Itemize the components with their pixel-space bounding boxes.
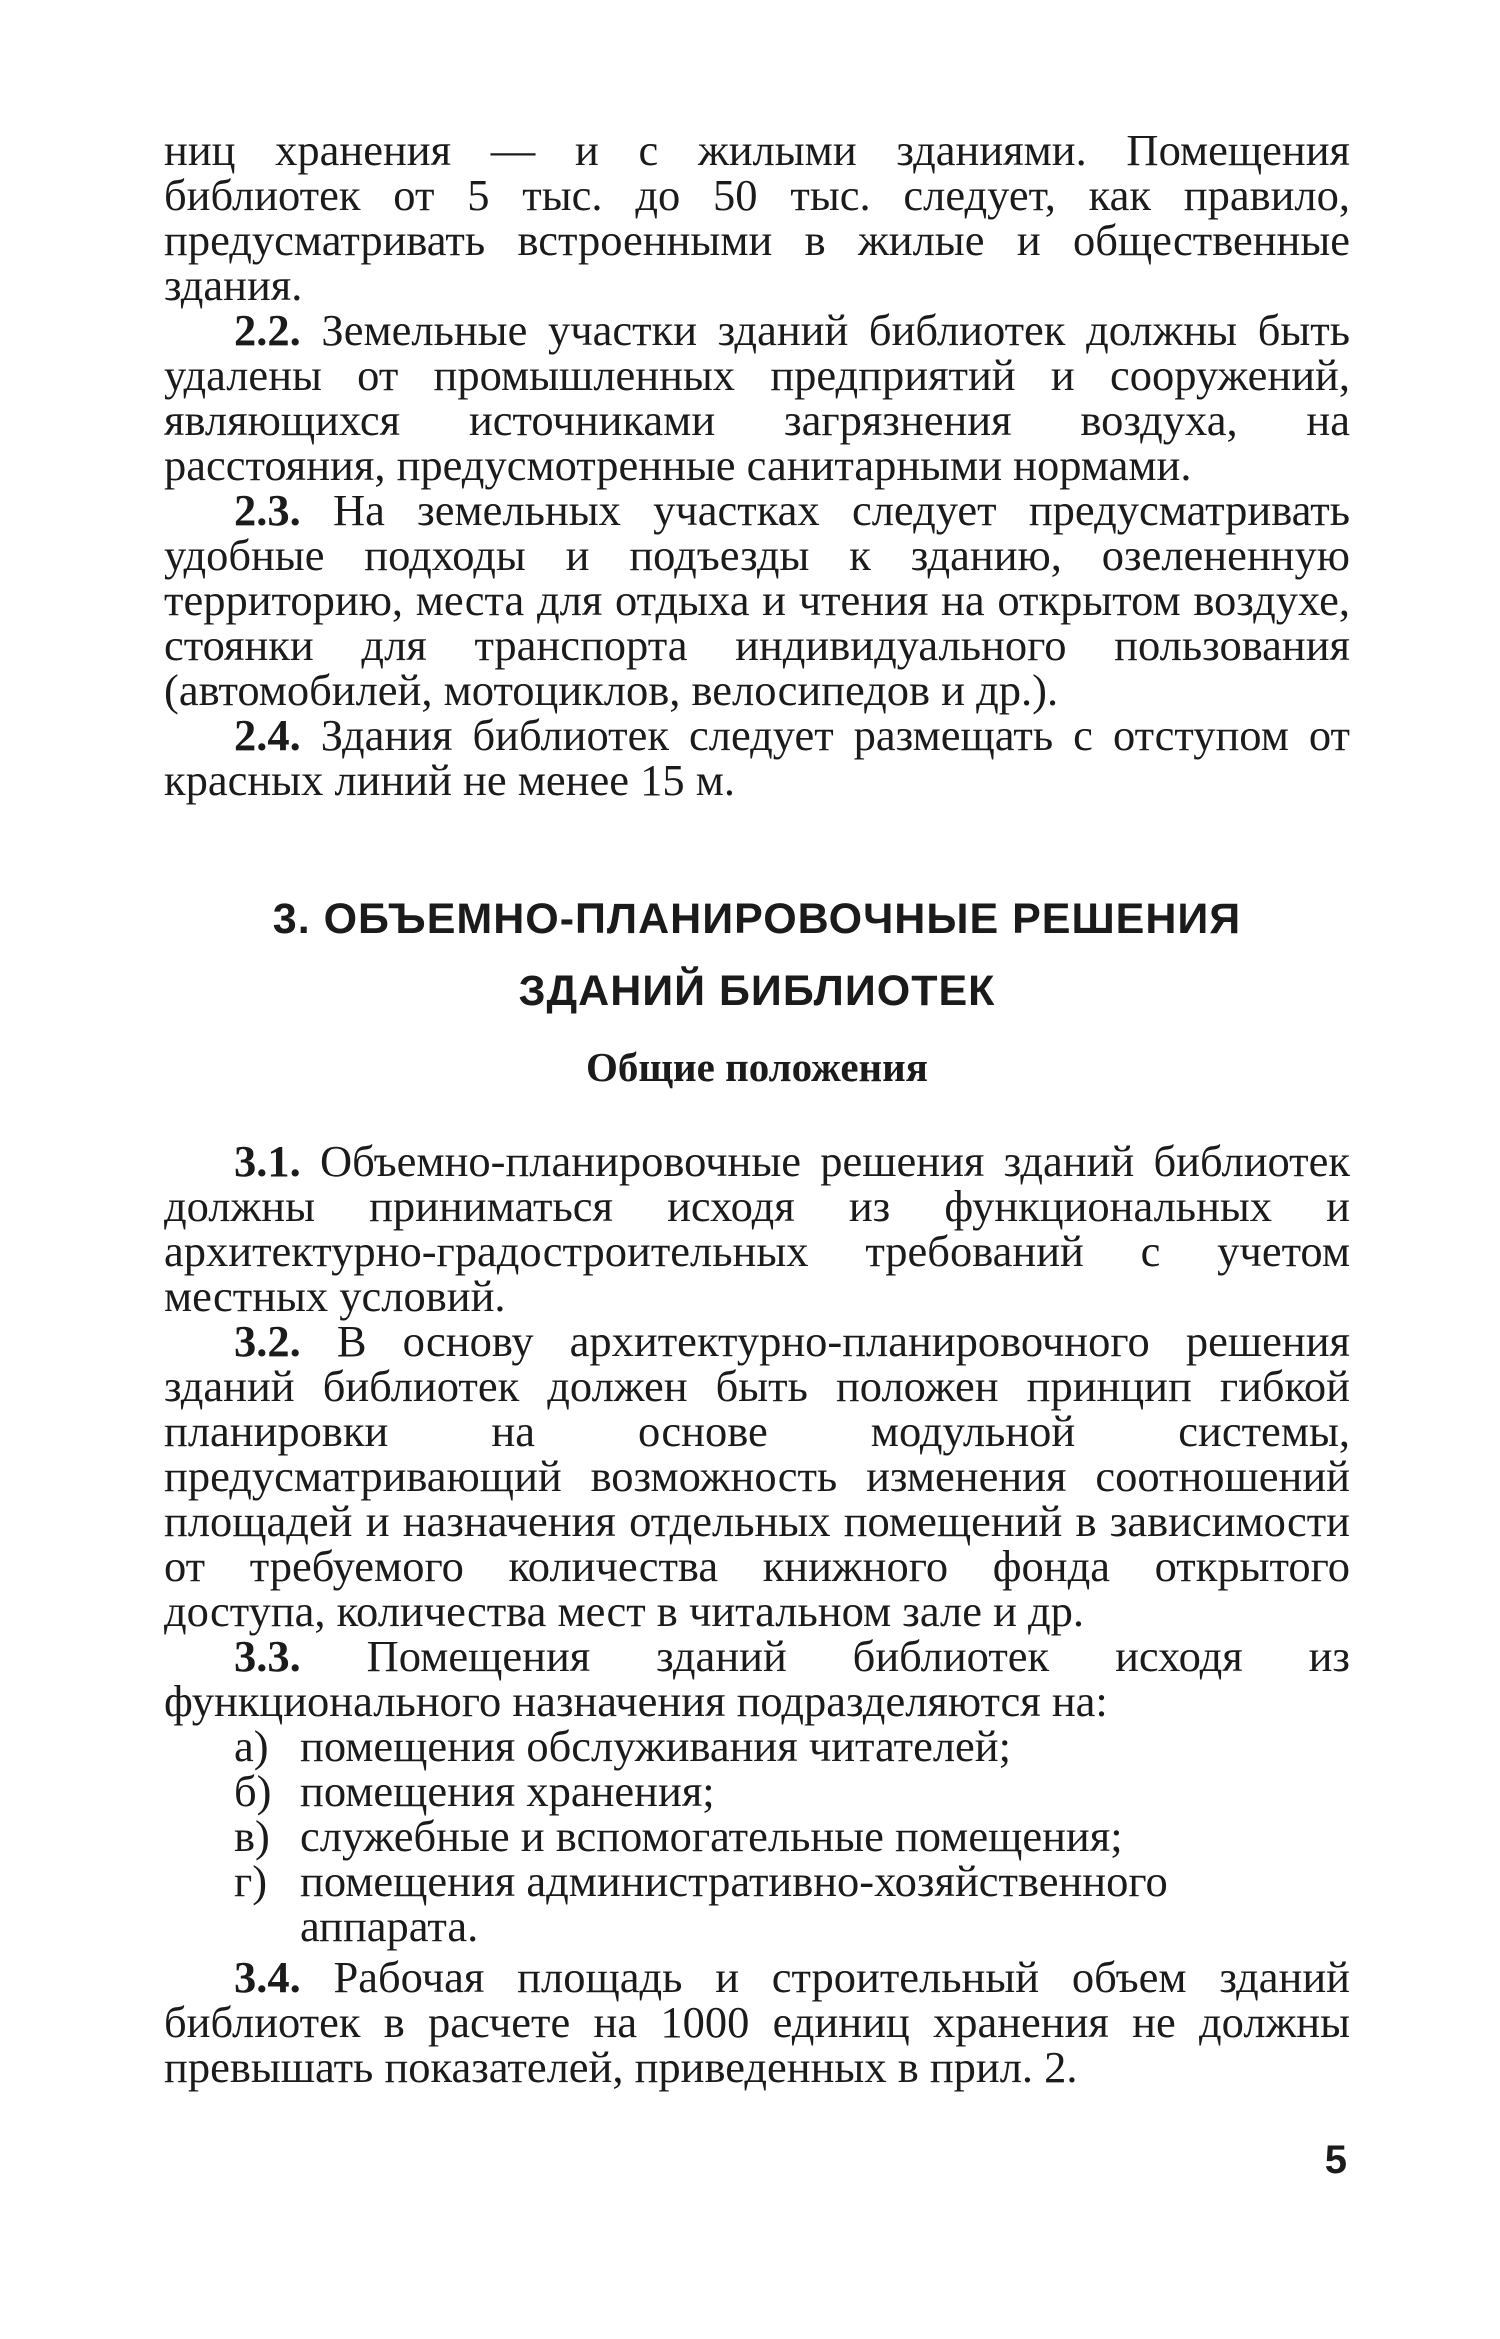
page-number: 5 <box>1324 2138 1347 2182</box>
list-marker: в) <box>234 1811 270 1861</box>
clause-number: 2.4. <box>234 710 301 760</box>
paragraph-3-4 <box>164 1952 1350 2092</box>
paragraph-3-1 <box>164 1136 1350 1321</box>
paragraph-2-2 <box>164 305 1350 490</box>
subsection-title: Общие положения <box>586 1044 928 1090</box>
clause-number: 3.2. <box>234 1316 301 1366</box>
list-text: помещения обслуживания читателей; <box>300 1721 1011 1771</box>
clause-text: В основу архитектурно-планировочного решения зданий библиотек должен быть положен принцип гибкой планировки на основе модульной системы, предусматривающий возможность изменения соотношений площадей и назначения отдельных помещений в зависимости от требуемого количества книжного фонда открытого доступа, количества мест в читальном зале и др. <box>164 1316 1350 1636</box>
paragraph-2-3 <box>164 485 1350 715</box>
list-text: помещения хранения; <box>300 1766 715 1816</box>
clause-number: 3.4. <box>234 1952 301 2002</box>
paragraph-2-4 <box>164 710 1350 805</box>
clause-text: Помещения зданий библиотек исходя из функционального назначения подразделяются на: <box>164 1631 1350 1726</box>
list-marker: а) <box>234 1721 269 1771</box>
clause-number: 2.3. <box>234 485 301 535</box>
list-marker: г) <box>234 1856 268 1906</box>
section-title-line-2: ЗДАНИЙ БИБЛИОТЕК <box>518 967 996 1015</box>
clause-text: Рабочая площадь и строительный объем зданий библиотек в расчете на 1000 единиц хранения не должны превышать показателей, приведенных в прил. 2. <box>164 1952 1350 2092</box>
paragraph-3-3 <box>164 1631 1350 1726</box>
paragraph-3-2 <box>164 1316 1350 1636</box>
paragraph-continuation: ниц хранения — и с жилыми зданиями. Помещения библиотек от 5 тыс. до 50 тыс. следует, как правило, предусматривать встроенными в жилые и общественные здания. <box>164 125 1350 310</box>
clause-text: Земельные участки зданий библиотек должны быть удалены от промышленных предприятий и сооружений, являющихся источниками загрязнения воздуха, на расстояния, предусмотренные санитарными нормами. <box>164 305 1350 490</box>
list-item <box>234 1721 1350 1771</box>
item-list <box>164 1721 1350 1951</box>
page-body <box>164 125 1350 2092</box>
list-item <box>234 1811 1350 1861</box>
clause-number: 3.1. <box>234 1136 301 1186</box>
list-text: служебные и вспомогательные помещения; <box>300 1811 1123 1861</box>
list-item <box>234 1856 1350 1951</box>
list-item <box>234 1766 1350 1816</box>
section-title-line-1: 3. ОБЪЕМНО-ПЛАНИРОВОЧНЫЕ РЕШЕНИЯ <box>272 895 1242 943</box>
clause-number: 3.3. <box>234 1631 301 1681</box>
list-marker: б) <box>234 1766 272 1816</box>
clause-text: На земельных участках следует предусматривать удобные подходы и подъезды к зданию, озелененную территорию, места для отдыха и чтения на открытом воздухе, стоянки для транспорта индивидуального пользования (автомобилей, мотоциклов, велосипедов и др.). <box>164 485 1350 715</box>
clause-number: 2.2. <box>234 305 301 355</box>
list-text: помещения административно-хозяйственного аппарата. <box>300 1856 1168 1951</box>
clause-text: Здания библиотек следует размещать с отступом от красных линий не менее 15 м. <box>164 710 1350 805</box>
clause-text: Объемно-планировочные решения зданий библиотек должны приниматься исходя из функциональных и архитектурно-градостроительных требований с учетом местных условий. <box>164 1136 1350 1321</box>
